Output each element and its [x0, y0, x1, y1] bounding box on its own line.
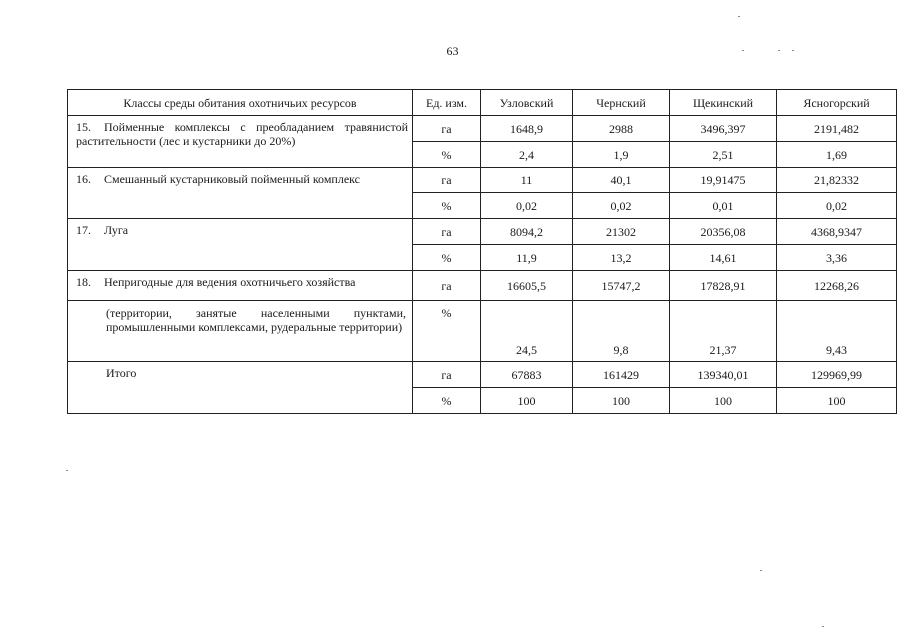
- value-cell: 0,02: [777, 193, 897, 219]
- scan-speck: [778, 50, 780, 51]
- unit-cell: га: [413, 219, 481, 245]
- value-cell: 8094,2: [481, 219, 573, 245]
- row-number: 17.: [76, 223, 91, 237]
- value-cell: 19,91475: [670, 168, 777, 193]
- header-uzlovsky: Узловский: [481, 90, 573, 116]
- value-cell: 14,61: [670, 245, 777, 271]
- page-number: 63: [446, 44, 459, 58]
- total-value-cell: 129969,99: [777, 362, 897, 388]
- value-cell: 2,51: [670, 142, 777, 168]
- total-value-cell: 100: [777, 388, 897, 414]
- table-row: [68, 219, 897, 245]
- value-cell: 2,4: [481, 142, 573, 168]
- row-number: 18.: [76, 275, 91, 289]
- unit-cell: %: [413, 388, 481, 414]
- value-cell: 15747,2: [573, 271, 670, 301]
- scan-speck: [66, 470, 68, 471]
- total-value-cell: 67883: [481, 362, 573, 388]
- unit-cell: га: [413, 168, 481, 193]
- value-cell: 3496,397: [670, 116, 777, 142]
- row-name: Луга: [104, 223, 129, 237]
- total-value-cell: 161429: [573, 362, 670, 388]
- value-cell: 1648,9: [481, 116, 573, 142]
- row-number: 15.: [76, 120, 91, 134]
- row-name-cell: [68, 168, 413, 219]
- total-label: Итого: [68, 362, 413, 414]
- value-cell: 3,36: [777, 245, 897, 271]
- value-cell: 11,9: [481, 245, 573, 271]
- table-row: [68, 116, 897, 142]
- table-row: [68, 168, 897, 193]
- value-cell: 9,43: [777, 301, 897, 362]
- scan-speck: [742, 50, 744, 51]
- unit-cell: га: [413, 362, 481, 388]
- table-row: [68, 271, 897, 301]
- value-cell: 1,69: [777, 142, 897, 168]
- unit-cell: %: [413, 245, 481, 271]
- header-chernsky: Чернский: [573, 90, 670, 116]
- header-row: [68, 90, 897, 116]
- scan-speck: [738, 16, 740, 17]
- scan-speck: [760, 570, 762, 571]
- total-value-cell: 100: [481, 388, 573, 414]
- value-cell: 0,02: [481, 193, 573, 219]
- unit-cell: %: [413, 193, 481, 219]
- total-value-cell: 139340,01: [670, 362, 777, 388]
- value-cell: 12268,26: [777, 271, 897, 301]
- value-cell: 21302: [573, 219, 670, 245]
- value-cell: 2988: [573, 116, 670, 142]
- value-cell: 4368,9347: [777, 219, 897, 245]
- value-cell: 17828,91: [670, 271, 777, 301]
- unit-cell: га: [413, 116, 481, 142]
- value-cell: 21,37: [670, 301, 777, 362]
- header-class: Классы среды обитания охотничьих ресурсов: [68, 90, 413, 116]
- header-yasnogorsky: Ясногорский: [777, 90, 897, 116]
- value-cell: 21,82332: [777, 168, 897, 193]
- table-row: [68, 301, 897, 362]
- total-value-cell: 100: [573, 388, 670, 414]
- value-cell: 0,02: [573, 193, 670, 219]
- scan-speck: [792, 50, 794, 51]
- row-sub-note: (территории, занятые населенными пунктами, промышленными комплексами, рудеральные территории): [68, 301, 413, 362]
- value-cell: 40,1: [573, 168, 670, 193]
- unit-cell: %: [413, 142, 481, 168]
- row-name-cell: [68, 219, 413, 271]
- row-name: Непригодные для ведения охотничьего хозяйства: [104, 275, 356, 289]
- unit-cell: %: [413, 301, 481, 362]
- header-shchekinsky: Щекинский: [670, 90, 777, 116]
- habitat-table: [67, 89, 897, 414]
- total-row: [68, 362, 897, 388]
- value-cell: 13,2: [573, 245, 670, 271]
- value-cell: 11: [481, 168, 573, 193]
- row-name: Пойменные комплексы с преобладанием травянистой растительности (лес и кустарники до 20%): [76, 120, 408, 148]
- header-unit: Ед. изм.: [413, 90, 481, 116]
- row-name-cell: [68, 116, 413, 168]
- row-name: Смешанный кустарниковый пойменный комплекс: [104, 172, 361, 186]
- value-cell: 1,9: [573, 142, 670, 168]
- row-name-cell: [68, 271, 413, 301]
- value-cell: 2191,482: [777, 116, 897, 142]
- unit-cell: га: [413, 271, 481, 301]
- scan-speck: [822, 626, 824, 627]
- value-cell: 0,01: [670, 193, 777, 219]
- value-cell: 9,8: [573, 301, 670, 362]
- value-cell: 20356,08: [670, 219, 777, 245]
- row-number: 16.: [76, 172, 91, 186]
- value-cell: 16605,5: [481, 271, 573, 301]
- total-value-cell: 100: [670, 388, 777, 414]
- value-cell: 24,5: [481, 301, 573, 362]
